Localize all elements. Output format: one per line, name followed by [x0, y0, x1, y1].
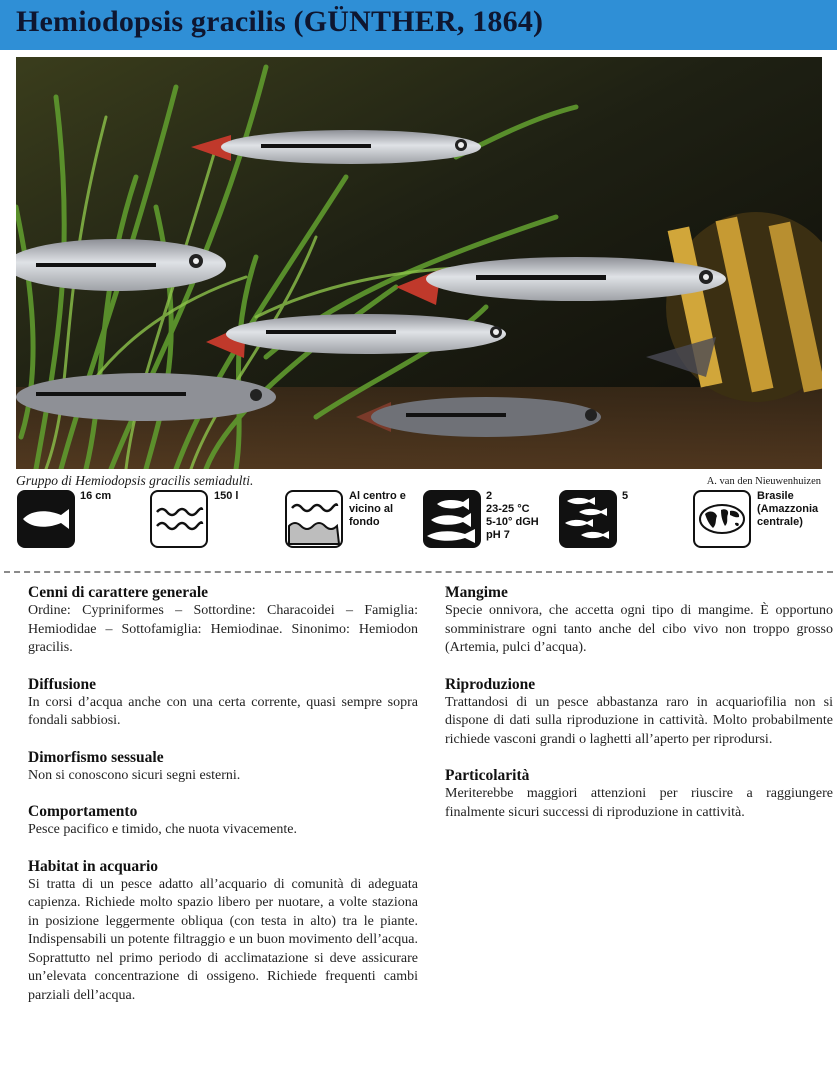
tank-volume-icon: [150, 490, 208, 548]
section-particularity: [445, 766, 833, 822]
section-body: In corsi d’acqua anche con una certa corrente, quasi sempre sopra fondali sabbiosi.: [28, 694, 418, 728]
section-heading: Mangime: [445, 584, 508, 601]
photo-credit: A. van den Nieuwenhuizen: [706, 476, 821, 487]
swimming-zone-text: [349, 490, 406, 529]
tank-volume-value: 150 l: [214, 490, 239, 502]
section-body: Ordine: Cypriniformes – Sottordine: Characoidei – Famiglia: Hemiodidae – Sottofamiglia: Hemiodinae. Sinonimo: Hemiodon gracilis.: [28, 603, 418, 655]
section-heading: Riproduzione: [445, 675, 536, 693]
water-parameter-line: 2: [486, 490, 493, 502]
section-reproduction: [445, 675, 833, 750]
section-heading: Comportamento: [28, 803, 138, 820]
section-heading: Diffusione: [28, 675, 97, 693]
water-parameter-line: pH 7: [486, 529, 510, 541]
section-divider: [4, 571, 833, 573]
origin-line: centrale): [757, 516, 803, 528]
section-behavior: [28, 802, 418, 840]
origin-text: [757, 490, 818, 529]
section-body: Si tratta di un pesce adatto all’acquario di comunità di adeguata capienza. Richiede molto spazio libero per nuotare, a volte staziona in posizione leggermente obliqua (con testa in alto) tra le piante. Indispensabili un potente filtraggio e un buon movimento dell’acqua. Soprattutto nel primo periodo di acclimatazione si deve assicurare un’elevata concentrazione di ossigeno. Richiede frequenti cambi parziali dell’acqua.: [28, 876, 418, 1003]
school-size-value: 5: [622, 490, 629, 502]
section-heading: Habitat in acquario: [28, 857, 159, 875]
aquarium-illustration: [16, 57, 822, 469]
species-facts-row: [0, 490, 837, 554]
section-food: [445, 583, 833, 658]
water-parameters-icon: [423, 490, 481, 548]
section-aquarium-habitat: [28, 857, 418, 1006]
section-body: Non si conoscono sicuri segni esterni.: [28, 767, 241, 783]
fish-size-icon: [17, 490, 75, 548]
school-of-fish-icon: [559, 490, 617, 548]
section-body: Meriterebbe maggiori attenzioni per riuscire a raggiungere finalmente sicuri successi di riproduzione in cattività.: [445, 786, 833, 820]
section-sexual-dimorphism: [28, 748, 418, 786]
water-parameters-text: [486, 490, 539, 542]
title-bar: [0, 0, 837, 50]
fish-photo: [16, 57, 822, 469]
section-heading: Cenni di carattere generale: [28, 584, 209, 601]
swimming-zone-line: vicino al: [349, 503, 394, 515]
section-body: Specie onnivora, che accetta ogni tipo di mangime. È opportuno somministrare ogni tanto anche del cibo vivo non troppo grosso (Artemia, pulci d’acqua).: [445, 603, 833, 655]
section-general: [28, 583, 418, 658]
water-parameter-line: 23-25 °C: [486, 503, 530, 515]
photo-caption: Gruppo di Hemiodopsis gracilis semiadulti.: [16, 473, 254, 488]
fish-size-value: 16 cm: [80, 490, 112, 502]
origin-line: (Amazzonia: [757, 503, 819, 515]
left-column: [28, 583, 418, 1022]
swimming-zone-line: fondo: [349, 516, 380, 528]
water-parameter-line: 5-10° dGH: [486, 516, 539, 528]
section-body: Pesce pacifico e timido, che nuota vivacemente.: [28, 822, 298, 837]
swimming-zone-line: Al centro e: [349, 490, 406, 502]
page-title: Hemiodopsis gracilis (GÜNTHER, 1864): [16, 5, 544, 38]
right-column: [445, 583, 833, 839]
section-distribution: [28, 675, 418, 731]
section-heading: Dimorfismo sessuale: [28, 748, 164, 766]
origin-line: Brasile: [757, 490, 794, 502]
swimming-zone-icon: [285, 490, 343, 548]
world-map-icon: [693, 490, 751, 548]
section-heading: Particolarità: [445, 767, 530, 784]
section-body: Trattandosi di un pesce abbastanza raro in acquariofilia non si dispone di dati sulla riproduzione in cattività. Molto probabilmente richiede vasconi grandi o laghetti all’aperto per riprodursi.: [445, 694, 833, 747]
